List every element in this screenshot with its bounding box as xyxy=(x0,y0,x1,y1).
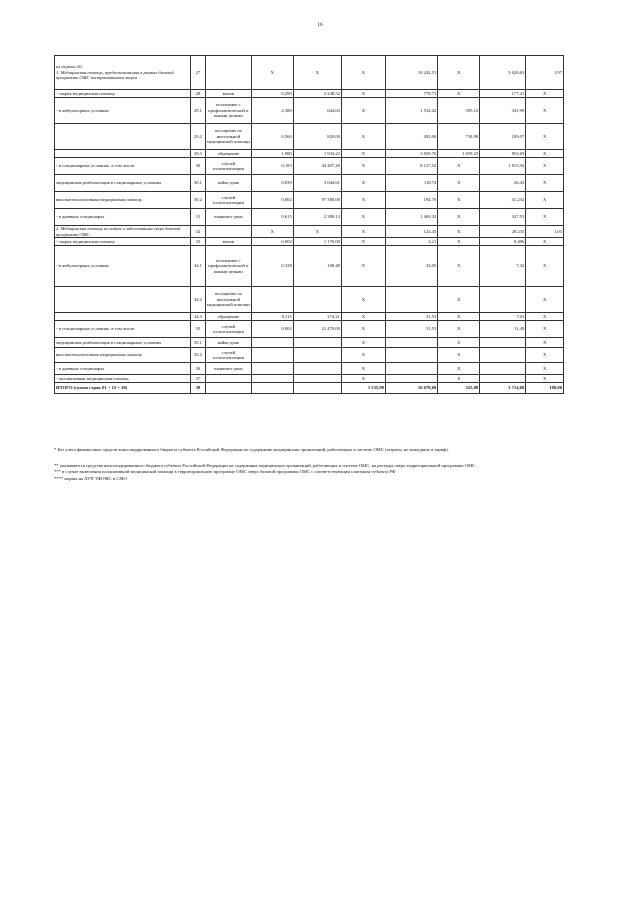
cell-oms-total: 853,69 xyxy=(480,150,526,158)
cell-cost xyxy=(293,287,341,313)
cell-oms-per-capita: 779,73 xyxy=(385,90,437,98)
cell-oms-total xyxy=(480,363,526,375)
cell-percent: 1,03 xyxy=(526,226,564,238)
cell-volume xyxy=(251,338,293,348)
row-label: - в стационарных условиях, в том числе: xyxy=(55,158,191,175)
table-row xyxy=(55,158,564,175)
cell-budget-total: X xyxy=(438,313,480,321)
row-code: 30.1 xyxy=(191,175,206,192)
cell-percent: X xyxy=(526,313,564,321)
cell-budget-per-capita: 1 535,98 xyxy=(341,383,385,394)
cell-oms-per-capita: 2,21 xyxy=(385,238,437,246)
cell-budget-per-capita: X xyxy=(341,287,385,313)
cell-budget-per-capita: X xyxy=(341,98,385,124)
cell-percent: 100,00 xyxy=(526,383,564,394)
row-unit: случай госпитализации xyxy=(205,192,251,209)
cell-budget-total: X xyxy=(438,238,480,246)
cell-oms-per-capita xyxy=(385,348,437,363)
table-row xyxy=(55,287,564,313)
footnote-4: **** нормы на АУП ТФОМС и СМО xyxy=(54,475,127,481)
row-code: 32 xyxy=(191,226,206,238)
row-code: 30.2 xyxy=(191,192,206,209)
cell-cost: 3 044,61 xyxy=(293,175,341,192)
row-label: медицинская реабилитация в стационарных условиях xyxy=(55,175,191,192)
row-unit: случай госпитализации xyxy=(205,158,251,175)
row-code: 30 xyxy=(191,158,206,175)
cell-cost xyxy=(293,383,341,394)
cell-oms-total: 3 620,63 xyxy=(480,56,526,90)
table-row xyxy=(55,375,564,383)
row-unit: обращение xyxy=(205,313,251,321)
cell-volume xyxy=(251,383,293,394)
footnote-2: ** указываются средства консолидированного бюджета субъекта Российской Федерации на содержание медицинских организаций, работающих в системе ОМС, на расходы сверх территориальной программы ОМС xyxy=(54,462,476,468)
cell-cost: X xyxy=(293,226,341,238)
cell-percent: X xyxy=(526,175,564,192)
row-code: 28 xyxy=(191,90,206,98)
cell-cost: 44 407,20 xyxy=(293,158,341,175)
cell-budget-per-capita: X xyxy=(341,321,385,338)
cell-oms-total: 327,53 xyxy=(480,209,526,226)
table-row xyxy=(55,226,564,238)
cell-budget-total: X xyxy=(438,246,480,287)
row-unit: койко-день xyxy=(205,175,251,192)
row-unit: пациенто-день xyxy=(205,209,251,226)
cell-volume: 0,002 xyxy=(251,238,293,246)
cell-budget-total: X xyxy=(438,175,480,192)
cell-cost: 97 380,00 xyxy=(293,192,341,209)
cell-volume: 0,002 xyxy=(251,192,293,209)
cell-budget-per-capita: X xyxy=(341,375,385,383)
cell-budget-total: X xyxy=(438,56,480,90)
cell-volume: 0,039 xyxy=(251,175,293,192)
cell-budget-per-capita: X xyxy=(341,175,385,192)
cell-budget-per-capita: X xyxy=(341,338,385,348)
cell-volume: 0,002 xyxy=(251,321,293,338)
cell-oms-per-capita: 8 127,52 xyxy=(385,158,437,175)
cell-cost: 21 470,00 xyxy=(293,321,341,338)
cell-cost: 644,63 xyxy=(293,98,341,124)
row-code: 35 xyxy=(191,321,206,338)
cell-oms-per-capita: 51,53 xyxy=(385,321,437,338)
row-label xyxy=(55,150,191,158)
cell-oms-per-capita: 1 469,32 xyxy=(385,209,437,226)
row-unit: посещение с профилактической и иными целями xyxy=(205,98,251,124)
cell-budget-total: X xyxy=(438,375,480,383)
cell-volume: 2,380 xyxy=(251,98,293,124)
footnote-1: * Без учета финансовых средств консолидированного бюджета субъекта Российской Федерации на содержание медицинских организаций, работающих в системе ОМС (затраты, не вошедшие в тариф). xyxy=(54,447,449,452)
cell-cost: 1 934,22 xyxy=(293,150,341,158)
cell-oms-total xyxy=(480,287,526,313)
cell-percent: X xyxy=(526,338,564,348)
cell-percent: X xyxy=(526,90,564,98)
cell-percent: X xyxy=(526,124,564,150)
cell-oms-total: 26,43 xyxy=(480,175,526,192)
table-row xyxy=(55,313,564,321)
row-label: - паллиативная медицинская помощь xyxy=(55,375,191,383)
cell-budget-per-capita: X xyxy=(341,56,385,90)
row-label: - скорая медицинская помощь xyxy=(55,238,191,246)
cell-budget-total: X xyxy=(438,90,480,98)
table-row xyxy=(55,56,564,90)
cell-volume xyxy=(251,375,293,383)
cell-percent: X xyxy=(526,363,564,375)
row-code: 29.2 xyxy=(191,124,206,150)
cell-oms-per-capita xyxy=(385,338,437,348)
row-label: медицинская реабилитация в стационарных условиях xyxy=(55,338,191,348)
table-body xyxy=(55,56,564,394)
row-code: 31 xyxy=(191,209,206,226)
cell-oms-per-capita: 18 242,51 xyxy=(385,56,437,90)
cell-budget-total: X xyxy=(438,209,480,226)
cell-oms-total: 177,41 xyxy=(480,90,526,98)
row-unit: посещение по неотложной медицинской помощи xyxy=(205,287,251,313)
cell-percent: X xyxy=(526,321,564,338)
row-label xyxy=(55,313,191,321)
cell-oms-total: 1 815,94 xyxy=(480,158,526,175)
cell-budget-per-capita: X xyxy=(341,363,385,375)
cell-budget-total: X xyxy=(438,348,480,363)
row-unit: пациенто-день xyxy=(205,363,251,375)
row-code: 27 xyxy=(191,56,206,90)
cell-volume: 0,560 xyxy=(251,124,293,150)
cell-budget-per-capita: X xyxy=(341,90,385,98)
page-number: 16 xyxy=(317,22,323,28)
cell-budget-per-capita: X xyxy=(341,348,385,363)
cell-budget-per-capita: X xyxy=(341,238,385,246)
cell-percent: X xyxy=(526,287,564,313)
cell-oms-per-capita: 3 829,76 xyxy=(385,150,437,158)
row-code: 29.1 xyxy=(191,98,206,124)
cell-volume: 0,183 xyxy=(251,158,293,175)
cell-cost: 100,48 xyxy=(293,246,341,287)
row-unit xyxy=(205,375,251,383)
cell-budget-total: X xyxy=(438,158,480,175)
row-unit: случай госпитализации xyxy=(205,348,251,363)
cell-percent: X xyxy=(526,375,564,383)
cell-volume xyxy=(251,363,293,375)
table-row xyxy=(55,363,564,375)
row-label xyxy=(55,124,191,150)
row-code: 38 xyxy=(191,383,206,394)
row-label: - в дневных стационарах xyxy=(55,363,191,375)
cell-percent: X xyxy=(526,158,564,175)
cell-cost xyxy=(293,348,341,363)
footnote-3: *** в случае включения паллиативной медицинской помощи в территориальную программу ОМС сверх базовой программы ОМС с соответствующим платежом субъекта РФ xyxy=(54,469,396,475)
cell-volume: 0,115 xyxy=(251,313,293,321)
cell-volume: X xyxy=(251,56,293,90)
row-unit: посещение с профилактической и иными целями xyxy=(205,246,251,287)
cell-budget-total: 395,12 xyxy=(438,98,480,124)
row-label: из строки 20: 1. Медицинская помощь, предоставляемая в рамках базовой программы ОМС застрахованным лицам xyxy=(55,56,191,90)
cell-oms-total: 41,232 xyxy=(480,192,526,209)
cell-oms-total: 341,99 xyxy=(480,98,526,124)
cell-cost xyxy=(293,338,341,348)
cell-percent: X xyxy=(526,246,564,287)
row-label: - в амбулаторных условиях xyxy=(55,246,191,287)
table-row xyxy=(55,338,564,348)
cell-percent: X xyxy=(526,192,564,209)
cell-percent: 1,97 xyxy=(526,56,564,90)
cell-oms-per-capita: 492,00 xyxy=(385,124,437,150)
row-code: 34.3 xyxy=(191,313,206,321)
cell-budget-total: X xyxy=(438,192,480,209)
cell-volume xyxy=(251,348,293,363)
cell-oms-per-capita xyxy=(385,375,437,383)
cell-budget-per-capita: X xyxy=(341,246,385,287)
cell-percent: X xyxy=(526,209,564,226)
cell-cost: 274,21 xyxy=(293,313,341,321)
row-label: - в дневных стационарах xyxy=(55,209,191,226)
cell-percent: X xyxy=(526,238,564,246)
footnotes xyxy=(54,447,574,483)
cell-oms-per-capita: 32,05 xyxy=(385,246,437,287)
row-unit: вызов xyxy=(205,238,251,246)
cell-budget-total: X xyxy=(438,363,480,375)
cell-budget-per-capita: X xyxy=(341,192,385,209)
cell-percent: X xyxy=(526,348,564,363)
cell-budget-total: X xyxy=(438,338,480,348)
cell-oms-per-capita: 1 534,22 xyxy=(385,98,437,124)
cell-oms-total: 7,32 xyxy=(480,246,526,287)
table-row xyxy=(55,90,564,98)
row-label: 2. Медицинская помощь по видам и заболеваниям сверх базовой программы ОМС: xyxy=(55,226,191,238)
table-row xyxy=(55,192,564,209)
row-unit: случай госпитализации xyxy=(205,321,251,338)
cell-oms-total: 0,496 xyxy=(480,238,526,246)
table-row xyxy=(55,175,564,192)
cell-oms-per-capita xyxy=(385,363,437,375)
cell-budget-per-capita: X xyxy=(341,226,385,238)
row-unit: койко-день xyxy=(205,338,251,348)
cell-oms-total xyxy=(480,348,526,363)
cell-volume: 0,290 xyxy=(251,90,293,98)
cell-budget-total: X xyxy=(438,287,480,313)
cell-oms-total xyxy=(480,375,526,383)
cell-oms-per-capita: 118,74 xyxy=(385,175,437,192)
row-label: ИТОГО (сумма строк 01 + 15 + 20) xyxy=(55,383,191,394)
cell-cost: X xyxy=(293,56,341,90)
cell-oms-total: 109,07 xyxy=(480,124,526,150)
table-row xyxy=(55,124,564,150)
cell-oms-per-capita: 124,45 xyxy=(385,226,437,238)
row-unit: вызов xyxy=(205,90,251,98)
cell-budget-per-capita: X xyxy=(341,209,385,226)
row-label: - в амбулаторных условиях xyxy=(55,98,191,124)
table-row xyxy=(55,321,564,338)
table-row xyxy=(55,98,564,124)
cell-cost xyxy=(293,375,341,383)
row-label: - в стационарных условиях, в том числе: xyxy=(55,321,191,338)
cell-oms-per-capita: 31,53 xyxy=(385,313,437,321)
cell-volume: 0,338 xyxy=(251,246,293,287)
cell-oms-per-capita: 16 670,69 xyxy=(385,383,437,394)
cell-oms-total: 28,235 xyxy=(480,226,526,238)
row-label xyxy=(55,287,191,313)
table-row xyxy=(55,238,564,246)
financing-table xyxy=(54,55,564,394)
cell-cost xyxy=(293,363,341,375)
table-row xyxy=(55,150,564,158)
cell-budget-per-capita: X xyxy=(341,158,385,175)
cell-budget-total: 1 659,23 xyxy=(438,150,480,158)
cell-volume xyxy=(251,287,293,313)
cell-volume: 1,980 xyxy=(251,150,293,158)
table-row xyxy=(55,246,564,287)
cell-oms-total: 11,49 xyxy=(480,321,526,338)
cell-volume: 0,615 xyxy=(251,209,293,226)
row-label: - скорая медицинская помощь xyxy=(55,90,191,98)
row-unit xyxy=(205,383,251,394)
cell-budget-per-capita: X xyxy=(341,313,385,321)
row-label: высокотехнологичная медицинская помощь xyxy=(55,192,191,209)
row-code: 33 xyxy=(191,238,206,246)
cell-budget-total: 718,98 xyxy=(438,124,480,150)
cell-budget-per-capita: X xyxy=(341,124,385,150)
cell-budget-total: X xyxy=(438,321,480,338)
row-unit xyxy=(205,226,251,238)
cell-cost: 2 248,52 xyxy=(293,90,341,98)
row-code: 35.1 xyxy=(191,338,206,348)
cell-cost: 2 389,14 xyxy=(293,209,341,226)
cell-cost: 1 170,00 xyxy=(293,238,341,246)
cell-budget-total: X xyxy=(438,226,480,238)
cell-percent: X xyxy=(526,98,564,124)
cell-cost: 820,00 xyxy=(293,124,341,150)
row-code: 35.2 xyxy=(191,348,206,363)
table-row xyxy=(55,348,564,363)
cell-oms-per-capita: 194,76 xyxy=(385,192,437,209)
cell-oms-total: 3 714,68 xyxy=(480,383,526,394)
row-label: высокотехнологичная медицинская помощь xyxy=(55,348,191,363)
cell-budget-per-capita: X xyxy=(341,150,385,158)
table-row xyxy=(55,209,564,226)
cell-oms-total xyxy=(480,338,526,348)
row-unit xyxy=(205,56,251,90)
row-code: 29.3 xyxy=(191,150,206,158)
cell-oms-per-capita xyxy=(385,287,437,313)
table-row xyxy=(55,383,564,394)
cell-budget-total: 325,08 xyxy=(438,383,480,394)
row-unit: обращение xyxy=(205,150,251,158)
row-code: 34.1 xyxy=(191,246,206,287)
cell-volume: X xyxy=(251,226,293,238)
cell-oms-total: 7,03 xyxy=(480,313,526,321)
row-code: 34.2 xyxy=(191,287,206,313)
row-code: 36 xyxy=(191,363,206,375)
row-unit: посещение по неотложной медицинской помощи xyxy=(205,124,251,150)
cell-percent: X xyxy=(526,150,564,158)
row-code: 37 xyxy=(191,375,206,383)
